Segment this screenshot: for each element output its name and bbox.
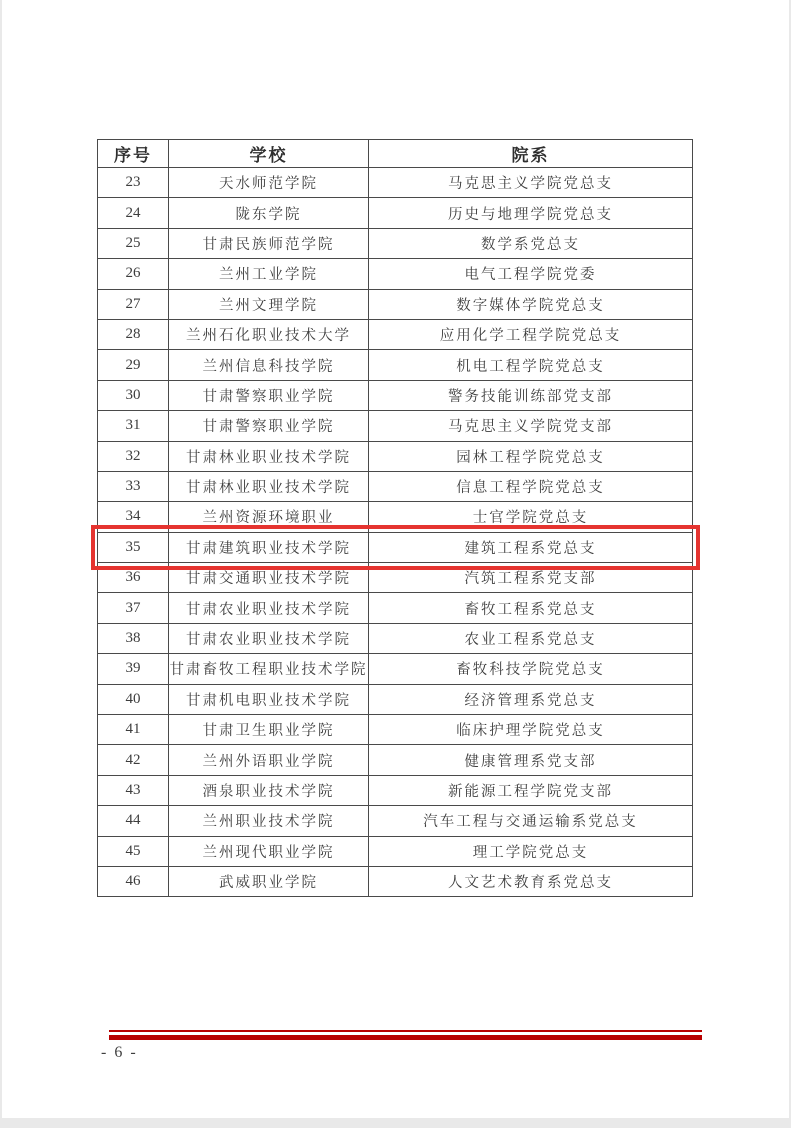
cell-school: 甘肃警察职业学院 <box>169 380 369 410</box>
table-row <box>98 836 693 866</box>
table-header-row <box>98 140 693 168</box>
cell-dept: 汽车工程与交通运输系党总支 <box>369 806 693 836</box>
table-row <box>98 563 693 593</box>
table-body <box>98 168 693 897</box>
cell-dept: 数学系党总支 <box>369 228 693 258</box>
cell-no: 40 <box>98 684 169 714</box>
cell-no: 36 <box>98 563 169 593</box>
cell-school: 兰州工业学院 <box>169 259 369 289</box>
cell-no: 44 <box>98 806 169 836</box>
column-header-no: 序号 <box>98 140 169 168</box>
cell-no: 27 <box>98 289 169 319</box>
cell-dept: 临床护理学院党总支 <box>369 715 693 745</box>
cell-no: 23 <box>98 168 169 198</box>
table-row <box>98 806 693 836</box>
cell-no: 25 <box>98 228 169 258</box>
cell-dept: 园林工程学院党总支 <box>369 441 693 471</box>
cell-no: 26 <box>98 259 169 289</box>
footer-rule-thin <box>109 1030 702 1032</box>
cell-no: 39 <box>98 654 169 684</box>
cell-school: 酒泉职业技术学院 <box>169 775 369 805</box>
cell-no: 31 <box>98 411 169 441</box>
cell-dept: 警务技能训练部党支部 <box>369 380 693 410</box>
table-row <box>98 259 693 289</box>
cell-no: 38 <box>98 623 169 653</box>
cell-dept: 新能源工程学院党支部 <box>369 775 693 805</box>
cell-dept: 应用化学工程学院党总支 <box>369 319 693 349</box>
cell-no: 35 <box>98 532 169 562</box>
cell-dept: 经济管理系党总支 <box>369 684 693 714</box>
column-header-school: 学校 <box>169 140 369 168</box>
table-row <box>98 411 693 441</box>
cell-dept: 机电工程学院党总支 <box>369 350 693 380</box>
table-row-highlighted <box>98 532 693 562</box>
cell-school: 甘肃卫生职业学院 <box>169 715 369 745</box>
cell-school: 兰州信息科技学院 <box>169 350 369 380</box>
school-department-table <box>97 139 693 897</box>
cell-no: 42 <box>98 745 169 775</box>
table-row <box>98 441 693 471</box>
table-row <box>98 289 693 319</box>
cell-dept: 建筑工程系党总支 <box>369 532 693 562</box>
cell-no: 46 <box>98 866 169 896</box>
cell-school: 兰州职业技术学院 <box>169 806 369 836</box>
cell-school: 甘肃警察职业学院 <box>169 411 369 441</box>
table-row <box>98 350 693 380</box>
page-number: - 6 - <box>101 1044 138 1061</box>
cell-dept: 马克思主义学院党支部 <box>369 411 693 441</box>
cell-school: 兰州资源环境职业 <box>169 502 369 532</box>
table-row <box>98 593 693 623</box>
cell-no: 32 <box>98 441 169 471</box>
cell-dept: 汽筑工程系党支部 <box>369 563 693 593</box>
cell-school: 甘肃民族师范学院 <box>169 228 369 258</box>
cell-dept: 健康管理系党支部 <box>369 745 693 775</box>
cell-dept: 历史与地理学院党总支 <box>369 198 693 228</box>
cell-school: 甘肃建筑职业技术学院 <box>169 532 369 562</box>
cell-school: 甘肃畜牧工程职业技术学院 <box>169 654 369 684</box>
cell-no: 29 <box>98 350 169 380</box>
table-row <box>98 715 693 745</box>
cell-dept: 理工学院党总支 <box>369 836 693 866</box>
cell-no: 34 <box>98 502 169 532</box>
cell-dept: 士官学院党总支 <box>369 502 693 532</box>
cell-school: 甘肃林业职业技术学院 <box>169 441 369 471</box>
cell-school: 兰州外语职业学院 <box>169 745 369 775</box>
cell-no: 28 <box>98 319 169 349</box>
cell-school: 兰州石化职业技术大学 <box>169 319 369 349</box>
cell-dept: 畜牧工程系党总支 <box>369 593 693 623</box>
document-page <box>2 0 789 1118</box>
cell-school: 兰州现代职业学院 <box>169 836 369 866</box>
table-row <box>98 502 693 532</box>
table-row <box>98 654 693 684</box>
cell-no: 30 <box>98 380 169 410</box>
table-row <box>98 168 693 198</box>
cell-school: 甘肃林业职业技术学院 <box>169 471 369 501</box>
cell-dept: 数字媒体学院党总支 <box>369 289 693 319</box>
table-row <box>98 380 693 410</box>
cell-school: 甘肃农业职业技术学院 <box>169 593 369 623</box>
table-row <box>98 623 693 653</box>
cell-dept: 马克思主义学院党总支 <box>369 168 693 198</box>
cell-no: 43 <box>98 775 169 805</box>
table-row <box>98 228 693 258</box>
cell-no: 33 <box>98 471 169 501</box>
cell-school: 陇东学院 <box>169 198 369 228</box>
cell-dept: 人文艺术教育系党总支 <box>369 866 693 896</box>
cell-no: 41 <box>98 715 169 745</box>
cell-school: 武威职业学院 <box>169 866 369 896</box>
table-row <box>98 198 693 228</box>
cell-school: 甘肃机电职业技术学院 <box>169 684 369 714</box>
cell-dept: 畜牧科技学院党总支 <box>369 654 693 684</box>
cell-no: 37 <box>98 593 169 623</box>
table-row <box>98 745 693 775</box>
cell-school: 天水师范学院 <box>169 168 369 198</box>
cell-no: 45 <box>98 836 169 866</box>
footer-rule-thick <box>109 1035 702 1040</box>
cell-school: 兰州文理学院 <box>169 289 369 319</box>
cell-dept: 电气工程学院党委 <box>369 259 693 289</box>
table-row <box>98 684 693 714</box>
column-header-dept: 院系 <box>369 140 693 168</box>
cell-school: 甘肃农业职业技术学院 <box>169 623 369 653</box>
cell-dept: 农业工程系党总支 <box>369 623 693 653</box>
table-row <box>98 471 693 501</box>
cell-no: 24 <box>98 198 169 228</box>
table-row <box>98 319 693 349</box>
table-row <box>98 866 693 896</box>
cell-school: 甘肃交通职业技术学院 <box>169 563 369 593</box>
cell-dept: 信息工程学院党总支 <box>369 471 693 501</box>
table-row <box>98 775 693 805</box>
